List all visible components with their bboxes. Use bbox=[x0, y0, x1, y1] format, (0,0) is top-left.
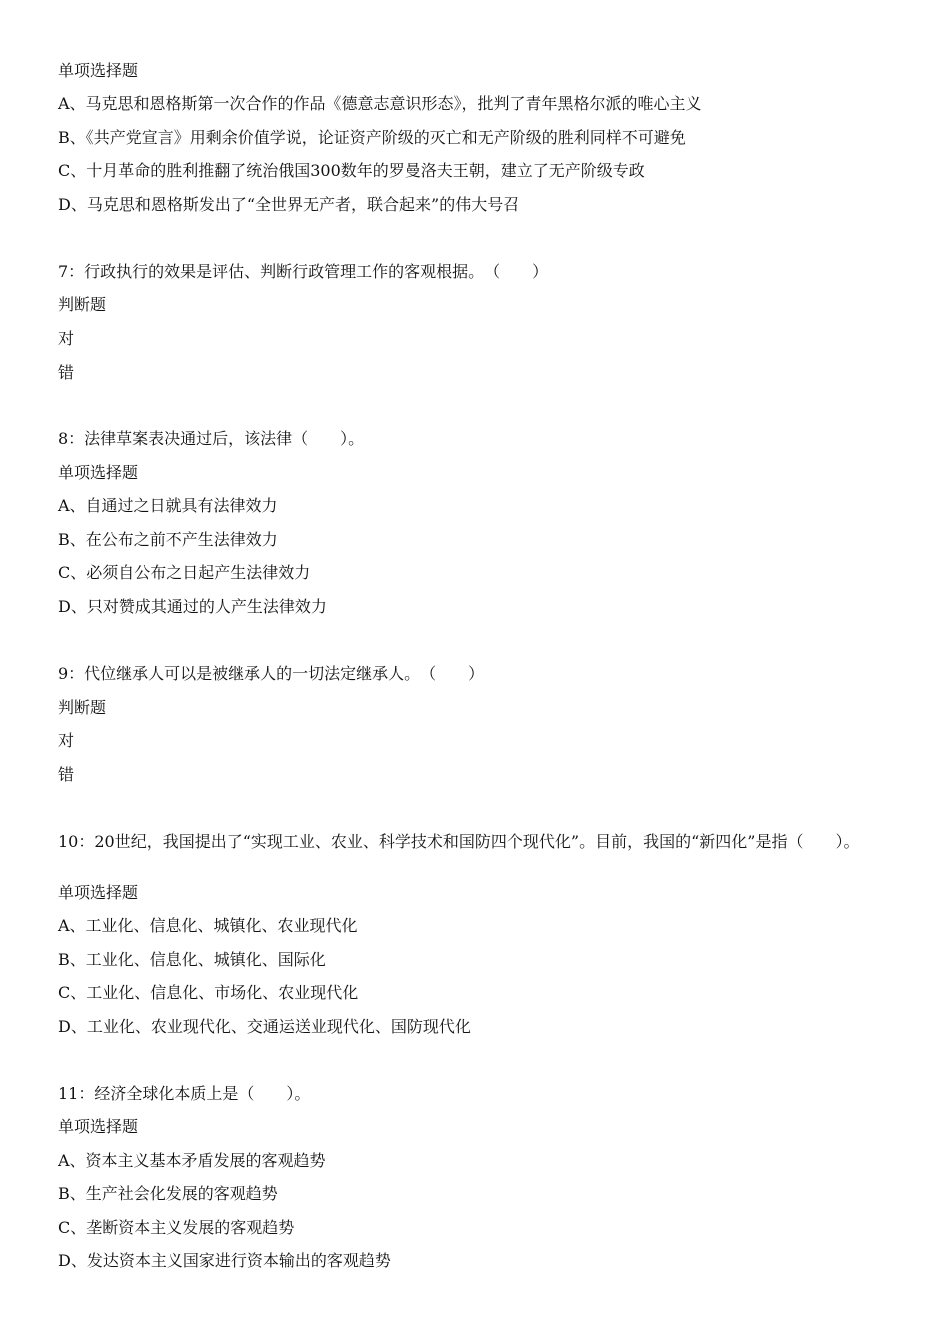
question-10-text: 10：20世纪，我国提出了“实现工业、农业、科学技术和国防四个现代化”。目前，我国的“新四化”是指（ ）。 bbox=[58, 832, 860, 851]
option-a: A、资本主义基本矛盾发展的客观趋势 bbox=[58, 1151, 326, 1170]
option-d: D、工业化、农业现代化、交通运送业现代化、国防现代化 bbox=[58, 1017, 471, 1036]
option-false: 错 bbox=[58, 765, 75, 784]
option-b: B、工业化、信息化、城镇化、国际化 bbox=[58, 950, 326, 969]
option-true: 对 bbox=[58, 731, 75, 750]
question-type-label: 单项选择题 bbox=[58, 61, 139, 80]
option-d: D、马克思和恩格斯发出了“全世界无产者，联合起来”的伟大号召 bbox=[58, 195, 520, 214]
option-b: B、生产社会化发展的客观趋势 bbox=[58, 1184, 278, 1203]
question-9-text: 9：代位继承人可以是被继承人的一切法定继承人。 （ ） bbox=[58, 664, 485, 683]
option-c: C、必须自公布之日起产生法律效力 bbox=[58, 563, 311, 582]
question-type-label: 单项选择题 bbox=[58, 1117, 139, 1136]
option-c: C、垄断资本主义发展的客观趋势 bbox=[58, 1218, 295, 1237]
option-c: C、工业化、信息化、市场化、农业现代化 bbox=[58, 983, 359, 1002]
question-type-label: 判断题 bbox=[58, 295, 107, 314]
option-b: B、《共产党宣言》用剩余价值学说，论证资产阶级的灭亡和无产阶级的胜利同样不可避免 bbox=[58, 128, 686, 147]
option-b: B、在公布之前不产生法律效力 bbox=[58, 530, 278, 549]
question-11-text: 11：经济全球化本质上是（ ）。 bbox=[58, 1084, 311, 1103]
question-type-label: 单项选择题 bbox=[58, 883, 139, 902]
option-a: A、马克思和恩格斯第一次合作的作品《德意志意识形态》，批判了青年黑格尔派的唯心主义 bbox=[58, 94, 702, 113]
option-false: 错 bbox=[58, 363, 75, 382]
question-7-text: 7：行政执行的效果是评估、判断行政管理工作的客观根据。 （ ） bbox=[58, 262, 549, 281]
question-type-label: 判断题 bbox=[58, 698, 107, 717]
question-8-text: 8：法律草案表决通过后，该法律（ ）。 bbox=[58, 429, 365, 448]
option-c: C、十月革命的胜利推翻了统治俄国300数年的罗曼洛夫王朝，建立了无产阶级专政 bbox=[58, 161, 645, 180]
option-d: D、只对赞成其通过的人产生法律效力 bbox=[58, 597, 327, 616]
option-a: A、工业化、信息化、城镇化、农业现代化 bbox=[58, 916, 358, 935]
option-d: D、发达资本主义国家进行资本输出的客观趋势 bbox=[58, 1251, 391, 1270]
option-true: 对 bbox=[58, 329, 75, 348]
option-a: A、自通过之日就具有法律效力 bbox=[58, 496, 278, 515]
question-type-label: 单项选择题 bbox=[58, 463, 139, 482]
